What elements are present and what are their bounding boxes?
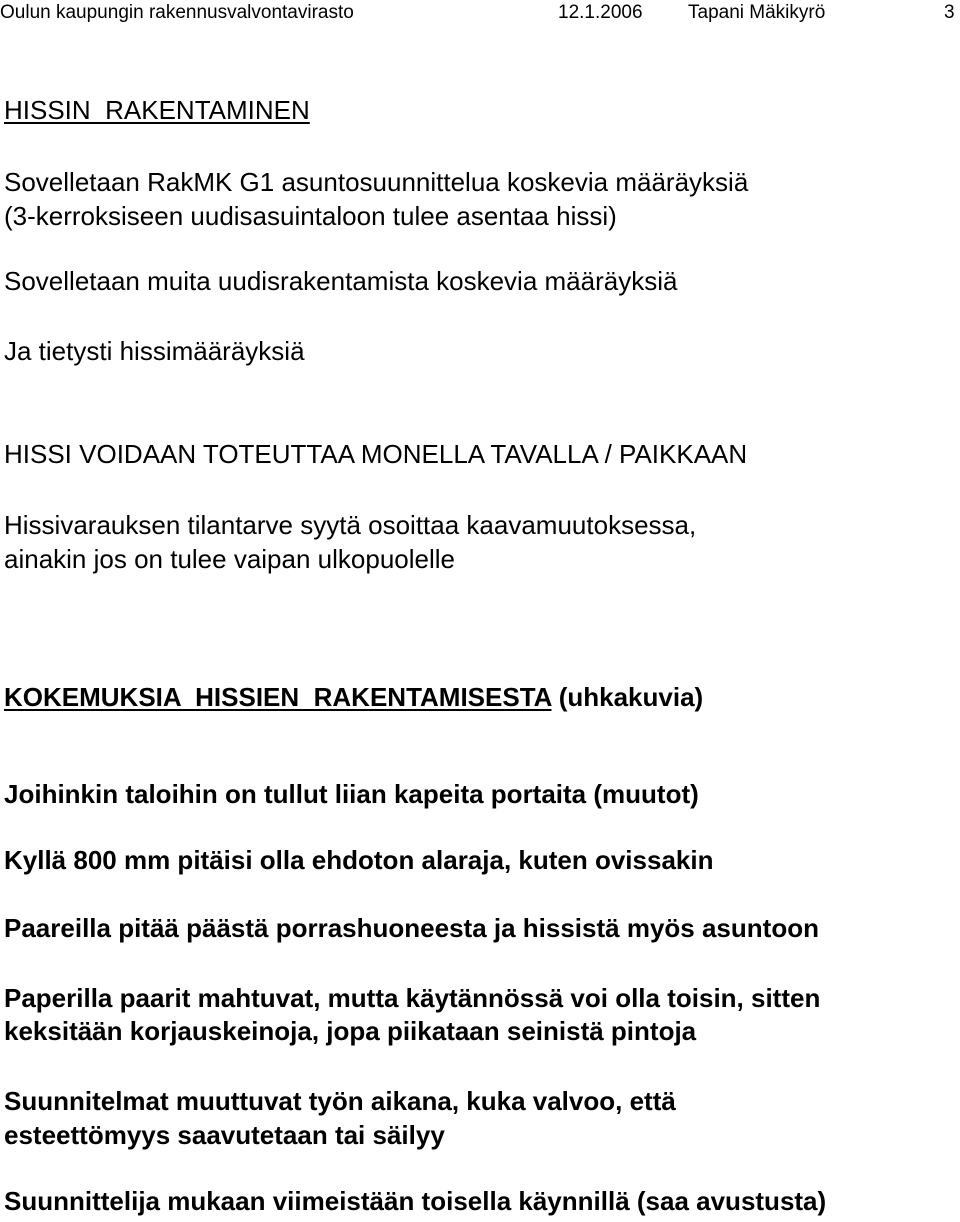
section3-title: KOKEMUKSIA HISSIEN RAKENTAMISESTA [4, 682, 552, 712]
section1-title: HISSIN RAKENTAMINEN [4, 95, 310, 125]
header-organization: Oulun kaupungin rakennusvalvontavirasto [0, 2, 354, 23]
section1-line: Sovelletaan RakMK G1 asuntosuunnittelua koskevia määräyksiä [4, 167, 749, 197]
section3-title-suffix: (uhkakuvia) [558, 682, 704, 712]
section3-heading [4, 682, 703, 712]
section1-line: (3-kerroksiseen uudisasuintaloon tulee asentaa hissi) [4, 201, 617, 231]
section3-item: Kyllä 800 mm pitäisi olla ehdoton alaraja, kuten ovissakin [4, 845, 714, 875]
section3-item: esteettömyys saavutetaan tai säilyy [4, 1120, 445, 1150]
section3-item: Paperilla paarit mahtuvat, mutta käytännössä voi olla toisin, sitten [4, 983, 821, 1013]
section3-item: Joihinkin taloihin on tullut liian kapeita portaita (muutot) [4, 779, 699, 809]
section1-line: Sovelletaan muita uudisrakentamista koskevia määräyksiä [4, 266, 678, 296]
header-author: Tapani Mäkikyrö [688, 2, 826, 23]
section3-item: keksitään korjauskeinoja, jopa piikataan seinistä pintoja [4, 1016, 697, 1046]
section3-item: Paareilla pitää päästä porrashuoneesta ja hissistä myös asuntoon [4, 913, 819, 943]
section3-item: Suunnitelmat muuttuvat työn aikana, kuka valvoo, että [4, 1086, 676, 1116]
section2-title: HISSI VOIDAAN TOTEUTTAA MONELLA TAVALLA / PAIKKAAN [4, 439, 748, 469]
header-page-number: 3 [944, 2, 955, 23]
section1-line: Ja tietysti hissimääräyksiä [4, 336, 305, 366]
header-date: 12.1.2006 [558, 2, 643, 23]
section3-item: Suunnittelija mukaan viimeistään toisella käynnillä (saa avustusta) [4, 1186, 827, 1216]
section2-line: Hissivarauksen tilantarve syytä osoittaa kaavamuutoksessa, [4, 510, 697, 540]
section2-line: ainakin jos on tulee vaipan ulkopuolelle [4, 544, 455, 574]
